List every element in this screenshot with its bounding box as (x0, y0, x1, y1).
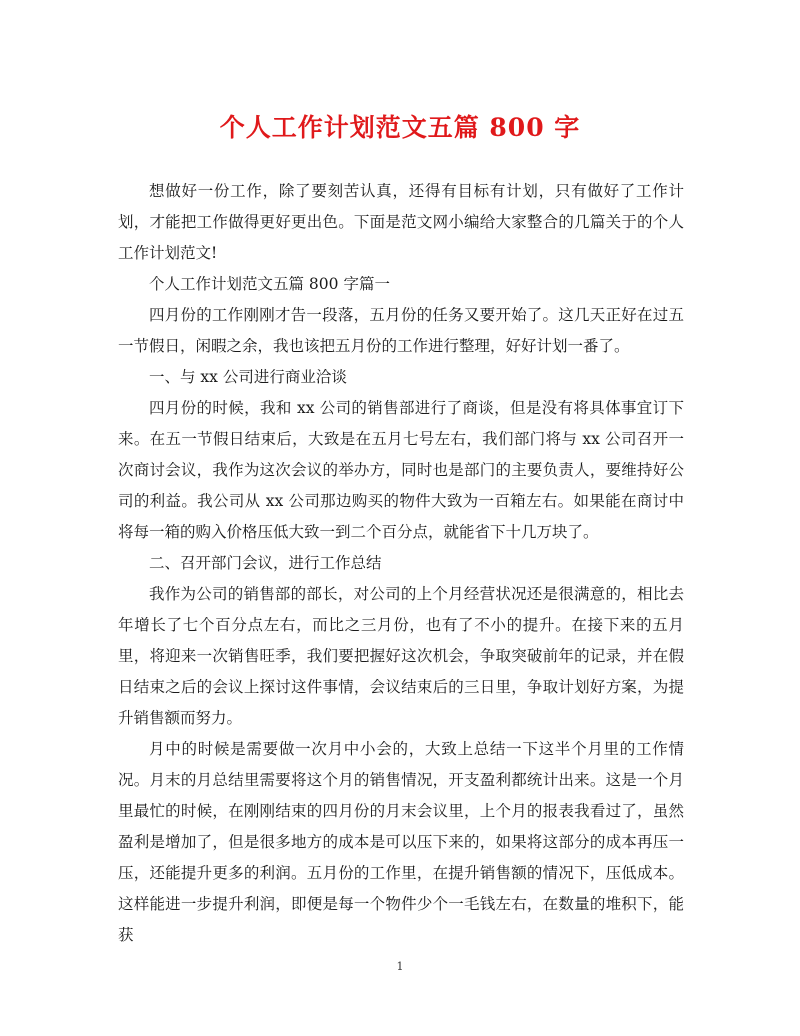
section-heading: 个人工作计划范文五篇 800 字篇一 (149, 275, 390, 293)
subsection-heading: 一、与 xx 公司进行商业洽谈 (149, 368, 347, 386)
subsection-heading: 二、召开部门会议，进行工作总结 (149, 554, 382, 572)
body-paragraph: 月中的时候是需要做一次月中小会的，大致上总结一下这半个月里的工作情况。月末的月总结里需要将这个月的销售情况，开支盈利都统计出来。这是一个月里最忙的时候，在刚刚结束的四月份的月末会议里，上个月的报表我看过了，虽然盈利是增加了，但是很多地方的成本是可以压下来的，如果将这部分的成本再压一压，还能提升更多的利润。五月份的工作里，在提升销售额的情况下，压低成本。这样能进一步提升利润，即便是每一个物件少个一毛钱左右，在数量的堆积下，能获 (118, 740, 684, 944)
page-number: 1 (396, 960, 404, 973)
document-body (118, 176, 684, 951)
body-paragraph: 四月份的时候，我和 xx 公司的销售部进行了商谈，但是没有将具体事宜订下来。在五一节假日结束后，大致是在五月七号左右，我们部门将与 xx 公司召开一次商讨会议，我作为这次会议的举办方，同时也是部门的主要负责人，要维持好公司的利益。我公司从 xx 公司那边购买的物件大致为一百箱左右。如果能在商讨中将每一箱的购入价格压低大致一到二个百分点，就能省下十几万块了。 (118, 399, 684, 541)
intro-paragraph: 想做好一份工作，除了要刻苦认真，还得有目标有计划，只有做好了工作计划，才能把工作做得更好更出色。下面是范文网小编给大家整合的几篇关于的个人工作计划范文! (118, 182, 684, 262)
body-paragraph: 我作为公司的销售部的部长，对公司的上个月经营状况还是很满意的，相比去年增长了七个百分点左右，而比之三月份，也有了不小的提升。在接下来的五月里，将迎来一次销售旺季，我们要把握好这次机会，争取突破前年的记录，并在假日结束之后的会议上探讨这件事情，会议结束后的三日里，争取计划好方案，为提升销售额而努力。 (118, 585, 684, 727)
document-title: 个人工作计划范文五篇 800 字 (219, 113, 581, 142)
body-paragraph: 四月份的工作刚刚才告一段落，五月份的任务又要开始了。这几天正好在过五一节假日，闲暇之余，我也该把五月份的工作进行整理，好好计划一番了。 (118, 306, 684, 355)
